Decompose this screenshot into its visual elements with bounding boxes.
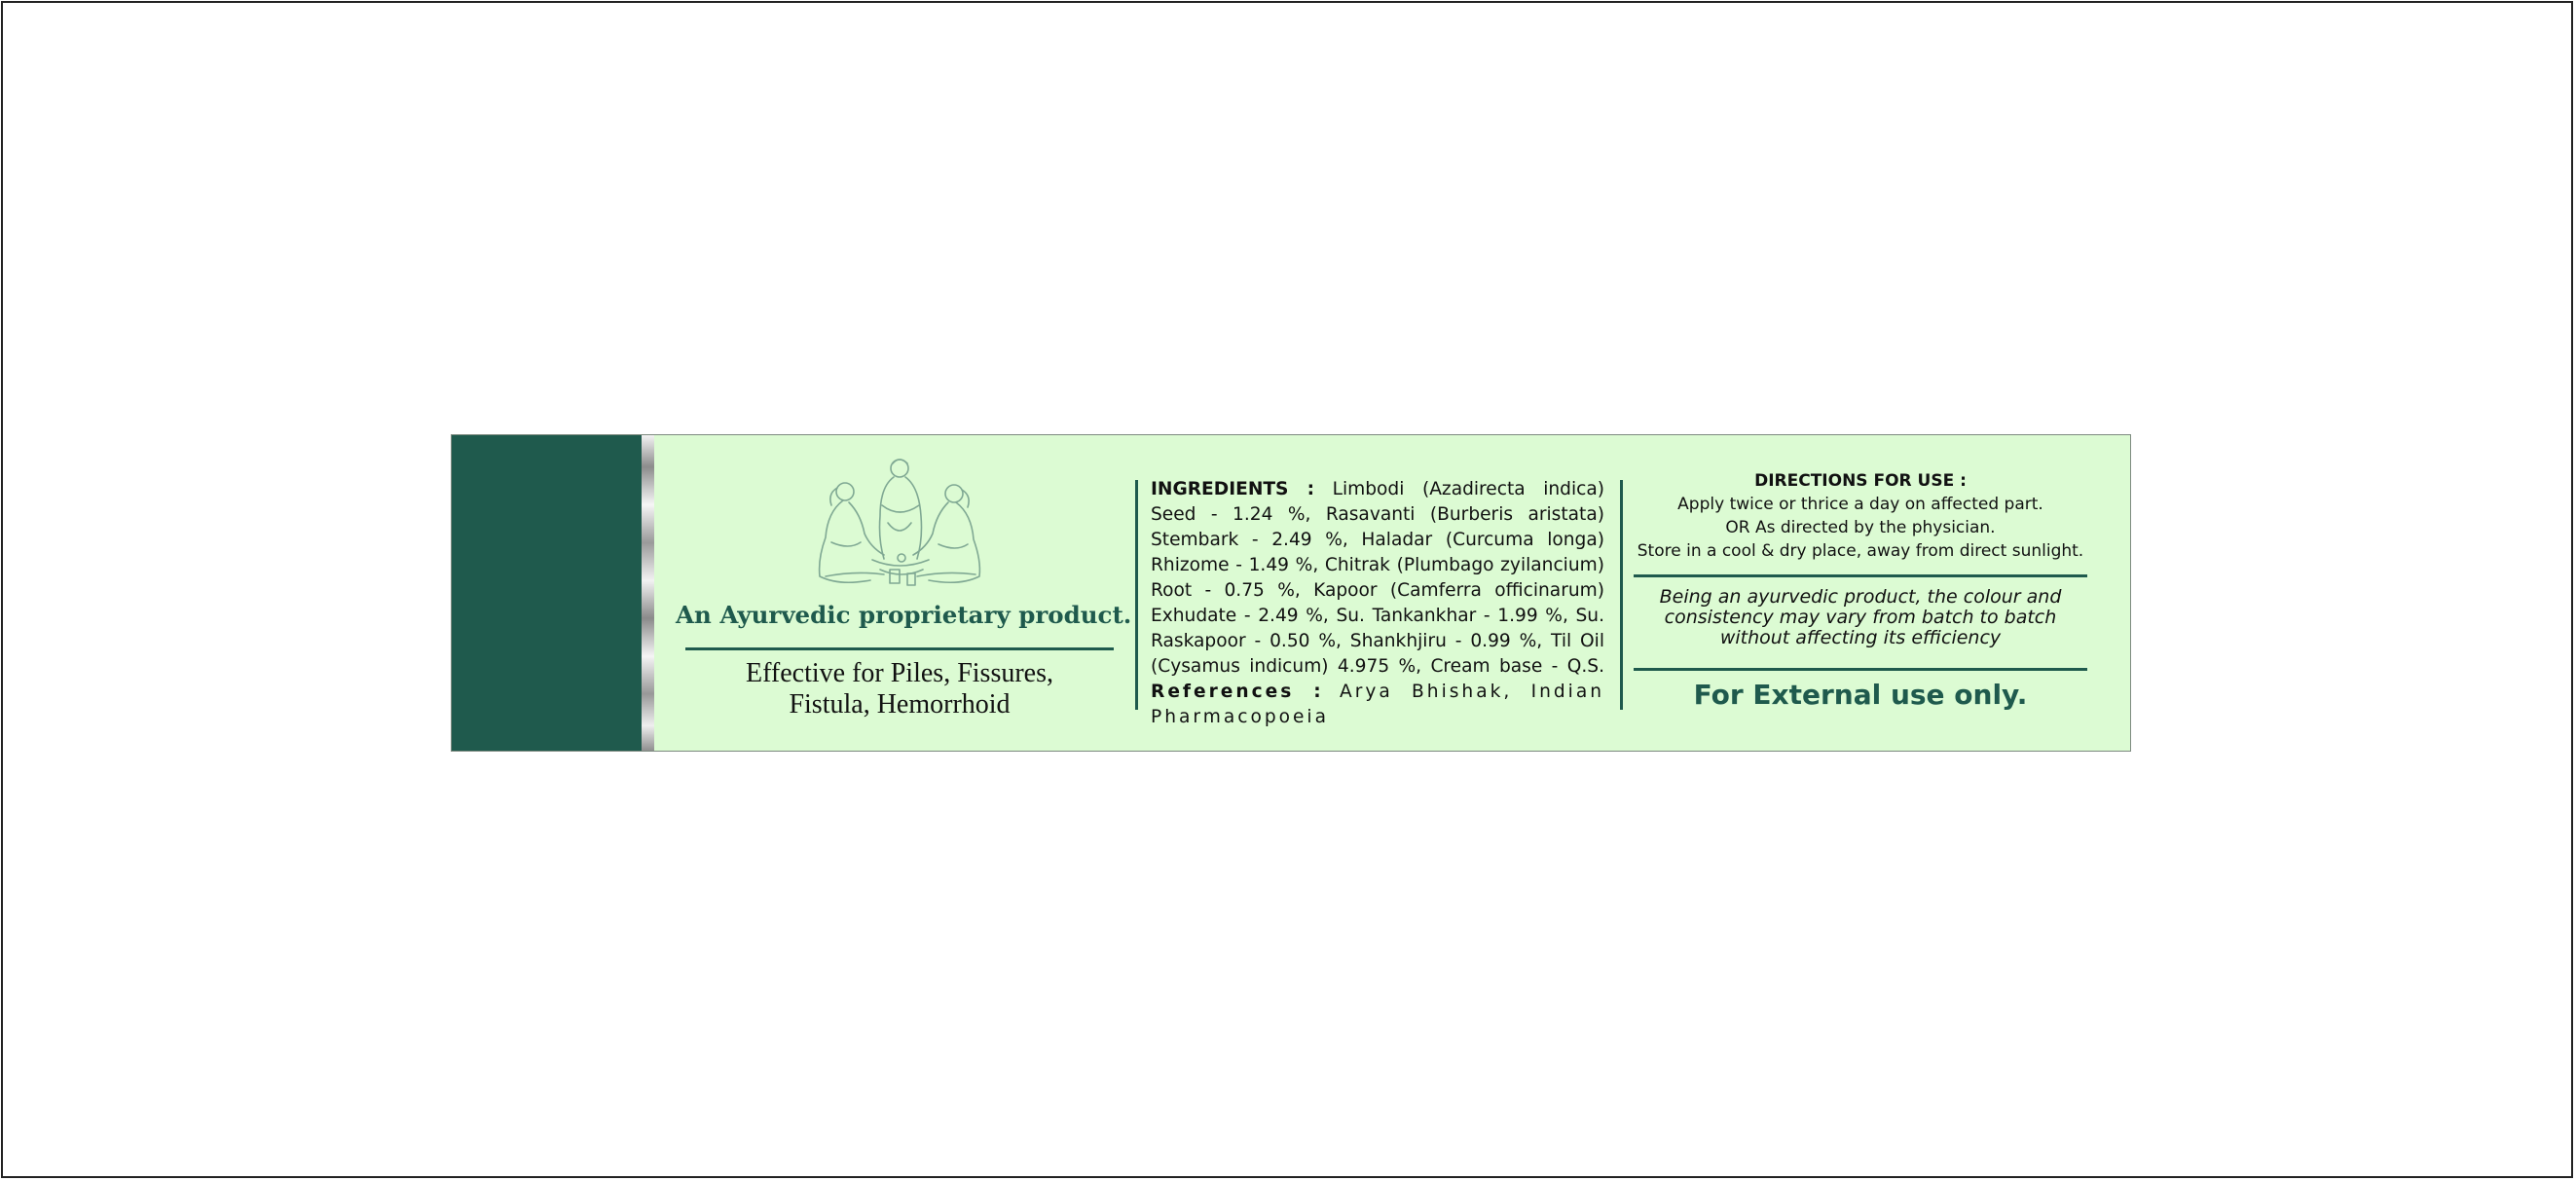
product-label: [451, 434, 2131, 752]
label-green-band: [452, 435, 642, 751]
directions-title: DIRECTIONS FOR USE :: [1754, 471, 1967, 491]
page-frame: [1, 1, 2573, 1178]
directions-rule-2: [1634, 668, 2087, 671]
note-line-3: without affecting its efficiency: [1719, 627, 2002, 648]
label-left-panel: [676, 455, 1132, 737]
external-use-warning: For External use only.: [1693, 679, 2028, 711]
directions-block: [1634, 469, 2087, 711]
directions-line-3: Store in a cool & dry place, away from direct sunlight.: [1637, 541, 2084, 561]
ingredients-text: Limbodi (Azadirecta indica) Seed - 1.24 %, Rasavanti (Burberis aristata) Stembark - 2.49 %, Haladar (Curcuma longa) Rhizome - 1.49 %, Chitrak (Plumbago zyilancium) Root - 0.75 %, Kapoor (Camferra officinarum) Exhudate - 2.49 %, Su. Tankankhar - 1.99 %, Su. Raskapoor - 0.50 %, Shankhjiru - 0.99 %, Til Oil (Cysamus indicum) 4.975 %, Cream base - Q.S.: [1151, 479, 1604, 677]
note-line-2: consistency may vary from batch to batch: [1664, 607, 2057, 628]
note-line-1: Being an ayurvedic product, the colour and: [1659, 586, 2062, 608]
directions-line-2: OR As directed by the physician.: [1725, 518, 1996, 537]
directions-rule-1: [1634, 574, 2087, 577]
references-label: References :: [1151, 682, 1324, 702]
women-preparing-medicine-illustration-icon: [792, 455, 1007, 596]
ingredients-block: [1151, 477, 1604, 730]
divider-left: [1135, 480, 1138, 710]
batch-variation-note: [1634, 587, 2087, 648]
effective-line-1: Effective for Piles, Fissures,: [746, 658, 1053, 688]
references-text: Arya Bhishak, Indian Pharmacopoeia: [1151, 682, 1604, 727]
tagline: An Ayurvedic proprietary product.: [676, 601, 1132, 629]
effective-line-2: Fistula, Hemorrhoid: [789, 689, 1011, 720]
directions-line-1: Apply twice or thrice a day on affected part.: [1677, 495, 2043, 514]
label-silver-strip: [642, 435, 654, 751]
ingredients-heading: INGREDIENTS :: [1151, 479, 1315, 499]
divider-right: [1620, 480, 1623, 710]
tagline-underline: [685, 647, 1114, 650]
effective-for-text: [676, 658, 1123, 720]
